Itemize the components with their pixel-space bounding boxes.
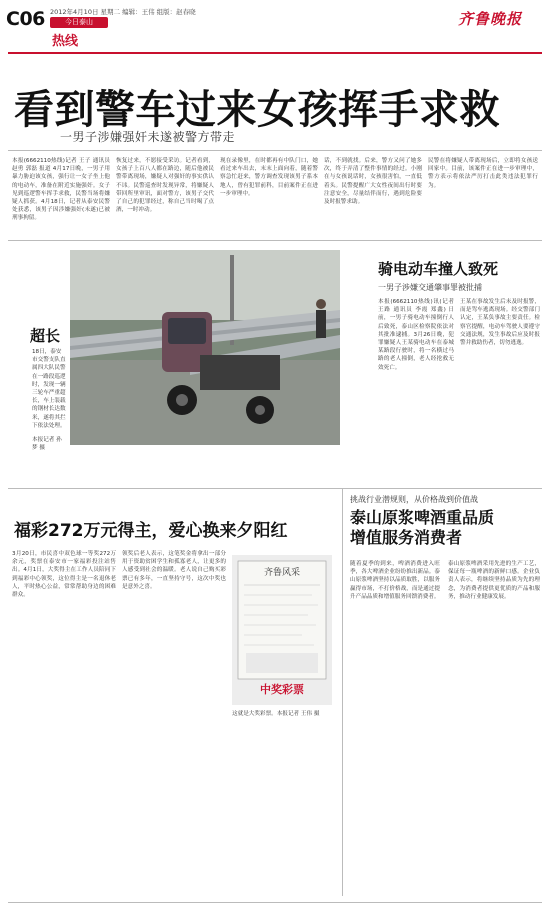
ticket-title: 中奖彩票 (260, 683, 304, 696)
lottery-ticket-photo (232, 555, 332, 705)
section-name: 热线 (52, 34, 79, 49)
main-headline: 看到警车过来女孩挥手求救 (14, 87, 500, 133)
header-rule (8, 52, 542, 54)
lottery-col-2: 领奖后老人表示，这笔奖金将拿出一部分用于资助贫困学生和孤寡老人，让更多的人感受到社会的温暖。老人说自己购买彩票已有多年，一直坚持守号，这次中奖也是意外之喜。 (122, 551, 226, 590)
ticket-brand: 齐鲁风采 (263, 568, 301, 578)
column-divider (342, 488, 343, 896)
tricycle-photo (70, 250, 340, 445)
side-story-headline: 超长 (30, 327, 61, 345)
story2-col-1: 本报(6662110热线)讯(记者 王路 通讯员 李霞 郑鑫) 日前，一男子骑电动车撞倒行人后致死，泰山区检察院依法对其批准逮捕。3月26日晚，犯罪嫌疑人王某骑电动车在泰城某路段行驶时，将一名横过马路的老人撞倒，老人经抢救无效死亡。 (378, 299, 454, 371)
lottery-col-1: 3月20日，市民喜中双色球一等奖272万余元，奖票在泰安市一家福彩投注站售出。4月1日，大奖得主在工作人员陪同下到福彩中心领奖，这位得主是一名退休老人，平时热心公益，常常帮助身边的困难群众。 (12, 551, 116, 599)
lottery-headline: 福彩272万元得主，爱心换来夕阳红 (14, 521, 288, 541)
beer-headline (350, 508, 494, 548)
side-story-text: 18日，泰安市交警支队直属四大队民警在一路段巡逻时，发现一辆三轮车严重超长，车上装载的钢材长达数米，遂将其拦下依法处理。 (32, 349, 66, 429)
beer-headline-line1: 泰山原浆啤酒重品质 (350, 508, 495, 527)
beer-kicker: 挑战行业潜规则，从价格战到价值战 (350, 495, 478, 504)
main-story-col-4: 话，不到就找。后来，警方又问了她多次，终于弄清了整件事情的经过。小刚在与女孩说话时，女孩很害怕，一直低着头。民警提醒广大女性夜间出行时要注意安全，尽量结伴而行，遇到危险要及时报警求助。 (324, 158, 422, 206)
main-story-col-3: 现在录像里，在时都再有中队门口，她看过来车出去，末末上面向着，随着警察急忙赶来，警方调查发现该男子系本地人，曾有犯罪前科，目前案件正在进一步审理中。 (220, 158, 318, 197)
story2-headline: 骑电动车撞人致死 (378, 260, 499, 278)
tricycle-illustration (70, 250, 340, 445)
photo-credit: 本报记者 孙梦 摄 (32, 437, 62, 452)
date-editor-line: 2012年4月10日 星期二 编辑：王伟 组版：赵春晓 (50, 8, 196, 16)
ticket-caption: 这就是大奖彩票。本报记者 王伟 摄 (232, 711, 320, 717)
divider (8, 488, 542, 489)
section-label: 今日泰山 (50, 17, 108, 28)
story2-subhead: 一男子涉嫌交通肇事罪被批捕 (378, 283, 482, 292)
divider (8, 240, 542, 241)
page-number: C06 (6, 8, 45, 30)
ticket-illustration (232, 555, 332, 705)
beer-col-2: 泰山原浆啤酒采用先进的生产工艺，保证每一瓶啤酒的新鲜口感。企业负责人表示，将继续坚持品质为先的理念，为消费者提供更优质的产品和服务，推动行业健康发展。 (448, 561, 540, 600)
footer-rule (8, 902, 542, 903)
newspaper-logo: 齐鲁晚报 (458, 10, 523, 28)
story2-col-2: 王某在事故发生后未及时报警，而是驾车逃离现场。经交警部门认定，王某负事故主要责任。检察官提醒，电动车驾驶人要遵守交通法规，发生事故后应及时报警并救助伤者，切勿逃逸。 (460, 299, 540, 347)
main-subhead: 一男子涉嫌强奸未遂被警方带走 (60, 130, 236, 144)
divider (8, 150, 542, 151)
main-story-col-1: 本报(6662110热线)记者 王子 通讯员 赵勇 郭磊 报道 4月17日晚，一男子用暴力胁迫该女孩，强行让一女子坐上他的电动车，准备在附近实施强奸。女子见到巡逻警车挥手求救，民警当场将嫌疑人抓获。4月18日，记者从泰安民警处获悉，该男子因涉嫌强奸(未遂)已被刑事拘留。 (12, 158, 110, 222)
main-story-col-2: 恢复过来，不愿接受采访。记者看到，女孩子上百八人都在路边，随后他被民警带离现场，嫌疑人对强奸的事实供认不讳。民警巡查时发现异常，将嫌疑人带回所里审讯，面对警方，该男子交代了自己的犯罪经过，称自己当时喝了点酒，一时冲动。 (116, 158, 214, 214)
main-story-col-5: 民警在将嫌疑人带离现场后，立即将女孩送回家中。目前，该案件正在进一步审理中，警方表示将依法严厉打击此类违法犯罪行为。 (428, 158, 538, 189)
beer-headline-line2: 增值服务消费者 (350, 528, 463, 547)
beer-col-1: 随着夏季的到来，啤酒消费进入旺季，各大啤酒企业纷纷推出新品。泰山原浆啤酒坚持以品质取胜，以服务赢得市场，不打价格战，而是通过提升产品品质和增值服务回馈消费者。 (350, 561, 440, 600)
